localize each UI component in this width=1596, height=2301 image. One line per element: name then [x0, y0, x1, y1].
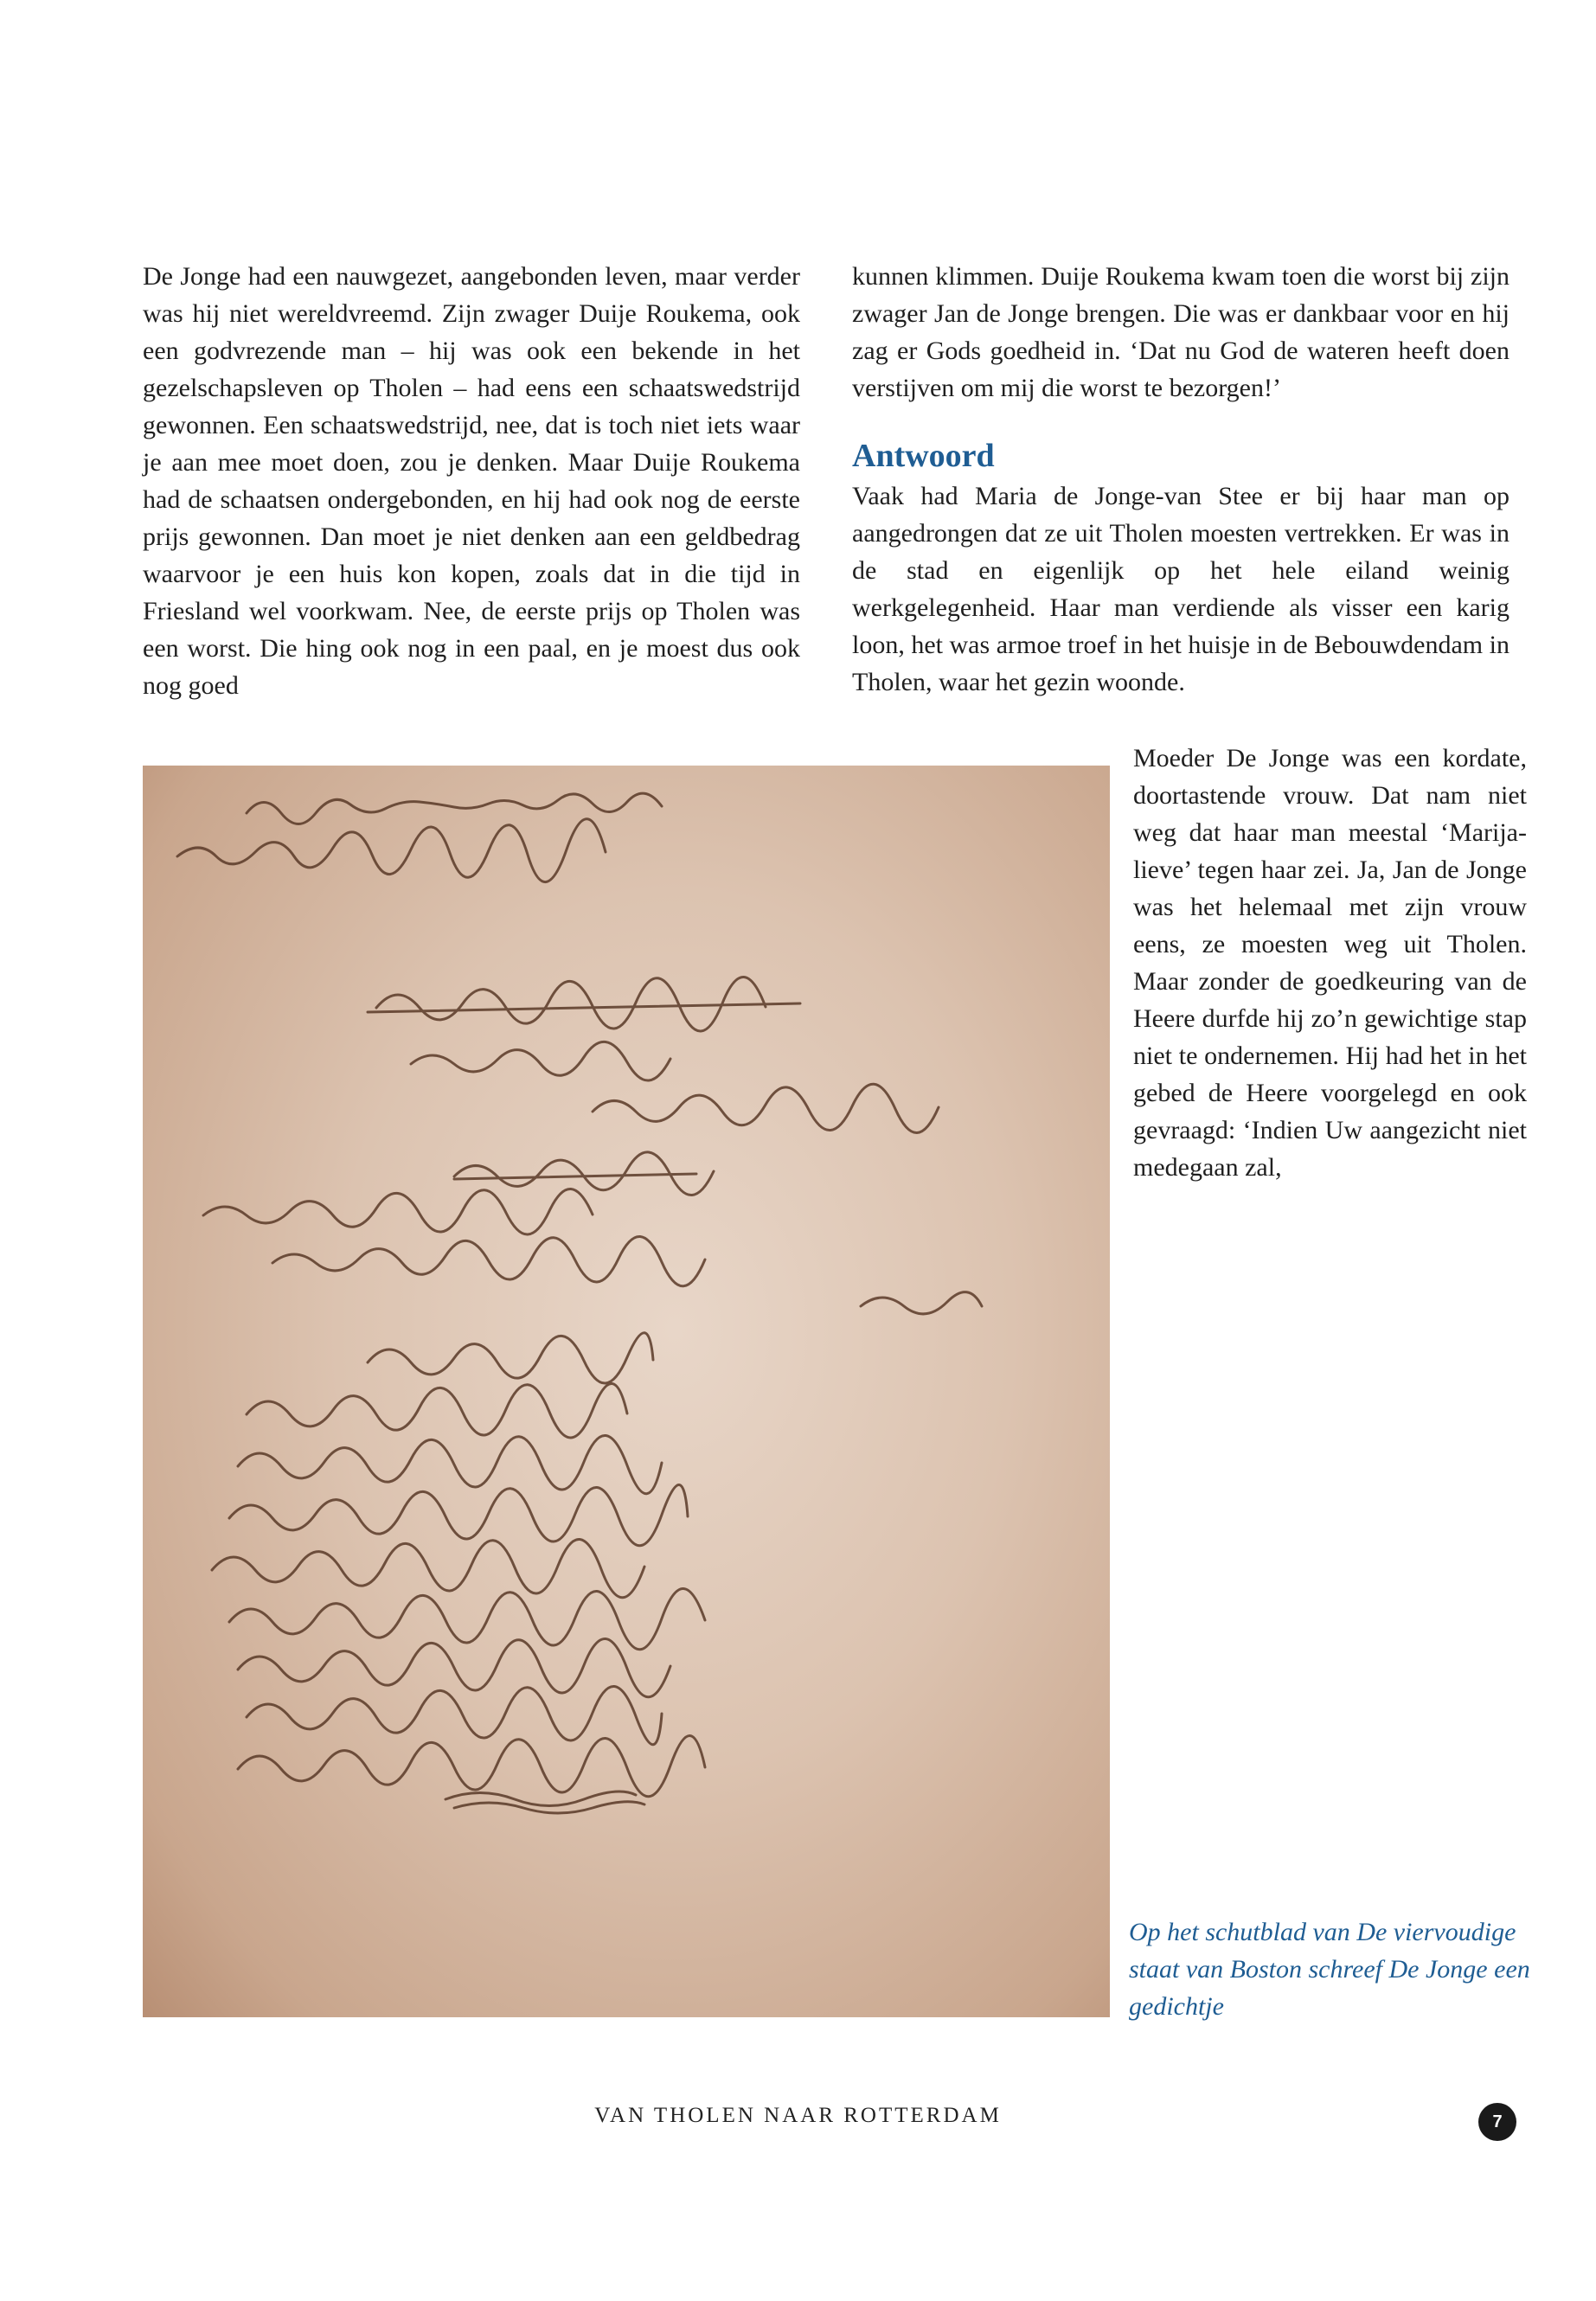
left-column	[143, 258, 800, 704]
narrow-column	[1133, 740, 1527, 1186]
right-column-text: kunnen klimmen. Duije Roukema kwam toen die worst bij zijn zwager Jan de Jonge brengen. Die was er dankbaar voor en hij zag er Gods goedheid in. ‘Dat nu God de wateren heeft doen verstijven om mij die worst te bezorgen!’	[852, 262, 1509, 402]
page-number-badge: 7	[1478, 2103, 1516, 2141]
left-column-text: De Jonge had een nauwgezet, aangebonden leven, maar verder was hij niet wereldvreemd. Zijn zwager Duije Roukema, ook een godvrezende man – hij was ook een bekende in het gezelschapsleven op Tholen – had eens een schaatswedstrijd gewonnen. Een schaatswedstrijd, nee, dat is toch niet iets waar je aan mee moet doen, zou je denken. Maar Duije Roukema had de schaatsen ondergebonden, en hij had ook nog de eerste prijs gewonnen. Dan moet je niet denken aan een geldbedrag waarvoor je een huis kon kopen, zoals dat in die tijd in Friesland wel voorkwam. Nee, de eerste prijs op Tholen was een worst. Die hing ook nog in een paal, en je moest dus ook nog goed	[143, 262, 800, 700]
narrow-column-text: Moeder De Jonge was een kordate, doortastende vrouw. Dat nam niet weg dat haar man meestal ‘Marija-lieve’ tegen haar zei. Ja, Jan de Jonge was het helemaal met zijn vrouw eens, ze moesten weg uit Tholen. Maar zonder de goedkeuring van de Heere durfde hij zo’n gewichtige stap niet te ondernemen. Hij had het in het gebed de Heere voorgelegd en ook gevraagd: ‘Indien Uw aangezicht niet medegaan zal,	[1133, 744, 1527, 1182]
photo-caption: Op het schutblad van De viervoudige staat van Boston schreef De Jonge een gedichtje	[1129, 1918, 1530, 2021]
right-column	[852, 258, 1509, 701]
section-heading: Antwoord	[852, 438, 995, 474]
handwriting-scribbles	[143, 766, 1110, 2017]
running-title: VAN THOLEN NAAR ROTTERDAM	[594, 2104, 1002, 2127]
handwritten-flyleaf-photo	[143, 766, 1110, 2017]
right-column-paragraph: Vaak had Maria de Jonge-van Stee er bij haar man op aangedrongen dat ze uit Tholen moesten vertrekken. Er was in de stad en eigenlijk op het hele eiland weinig werkgelegenheid. Haar man verdiende als visser een karig loon, het was armoe troef in het huisje in de Bebouwdendam in Tholen, waar het gezin woonde.	[852, 482, 1509, 696]
